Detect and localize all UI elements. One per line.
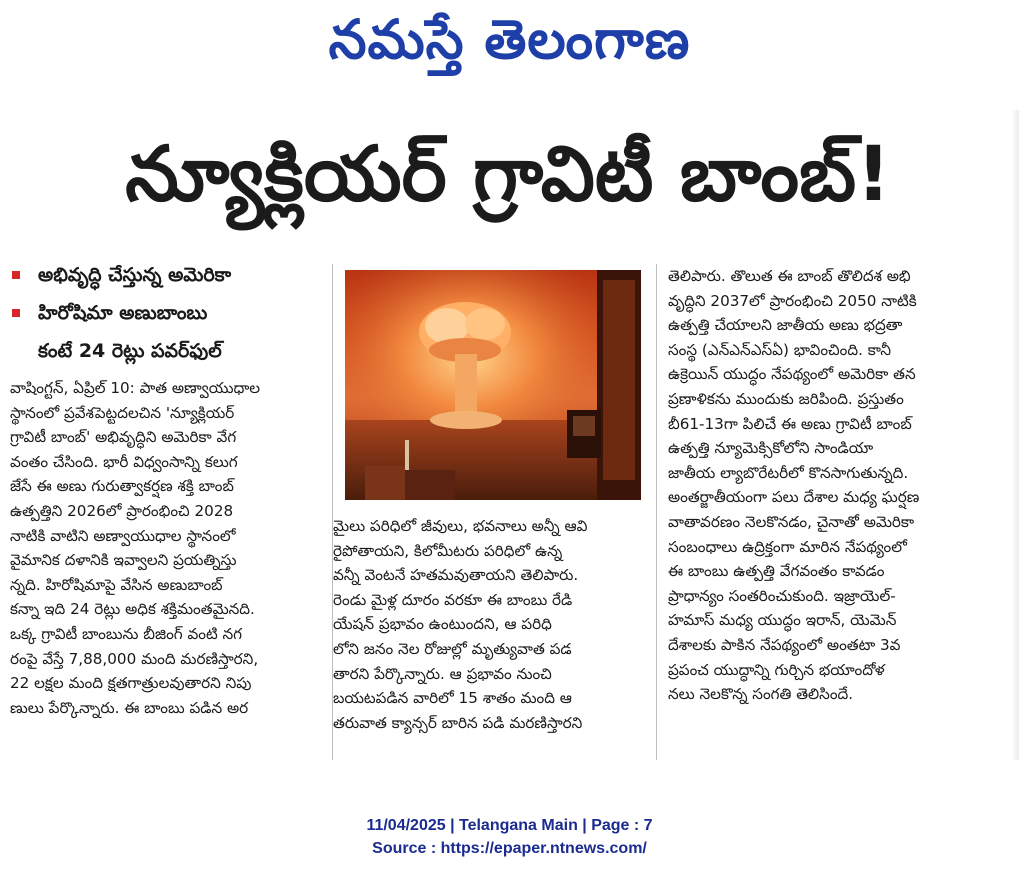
article-line: 22 లక్షల మంది క్షతగాత్రులవుతారని నిపు [10, 674, 252, 693]
article-line: బయటపడిన వారిలో 15 శాతం మంది ఆ [333, 689, 572, 708]
article-line: దేశాలకు పాకిన నేపథ్యంలో అంతటా 3వ [668, 635, 901, 654]
column-divider [656, 264, 657, 760]
article-line: వాషింగ్టన్, ఏప్రిల్ 10: పాత అణ్వాయుధాల [10, 379, 261, 397]
article-line: ఒక్క గ్రావిటీ బాంబును బీజింగ్ వంటి నగ [10, 624, 243, 643]
article-line: యేషన్ ప్రభావం ఉంటుందని, ఆ పరిధి [333, 615, 552, 634]
article-line: తెలిపారు. తొలుత ఈ బాంబ్ తొలిదశ అభి [668, 267, 911, 285]
bullet-text: అభివృద్ధి చేస్తున్న అమెరికా [38, 264, 232, 286]
footer-date-edition: 11/04/2025 | Telangana Main | Page : 7 [366, 817, 653, 834]
article-line: రైపోతాయని, కిలోమీటరు పరిధిలో ఉన్న [333, 541, 563, 560]
article-line: జేసే ఈ అణు గురుత్వాకర్షణ శక్తి బాంబ్ [10, 477, 234, 496]
article-line: ప్రాధాన్యం సంతరించుకుంది. ఇజ్రాయెల్- [668, 586, 896, 605]
article-line: లోని జనం నెల రోజుల్లో మృత్యువాత పడ [333, 639, 572, 658]
article-line: నాటికి వాటిని అణ్వాయుధాల స్థానంలో [10, 526, 236, 545]
article-line: వృద్ధిని 2037లో ప్రారంభించి 2050 నాటికి [668, 291, 917, 310]
article-line: ఉత్పత్తి చేయాలని జాతీయ అణు భద్రతా [668, 316, 903, 335]
article-line: ఉత్పత్తిని 2026లో ప్రారంభించి 2028 [10, 501, 234, 520]
article-line: నలు నెలకొన్న సంగతి తెలిసిందే. [668, 685, 854, 704]
bullet-item [10, 256, 330, 294]
article-line: రెండు మైళ్ల దూరం వరకూ ఈ బాంబు రేడి [333, 590, 573, 609]
article-column-1 [10, 376, 332, 720]
article-line: గ్రావిటీ బాంబ్' అభివృద్ధిని అమెరికా వేగ [10, 428, 237, 447]
article-line: హమాస్ మధ్య యుద్ధం ఇరాన్, యెమెన్ [668, 611, 897, 630]
article-line: తారని పేర్కొన్నారు. ఆ ప్రభావం నుంచి [333, 664, 552, 683]
article-line: వాతావరణం నెలకొనడం, చైనాతో అమెరికా [668, 512, 915, 531]
article-line: వంతం చేసింది. భారీ విధ్వంసాన్ని కలుగ [10, 452, 238, 471]
article-line: బీ61-13గా పిలిచే ఈ అణు గ్రావిటీ బాంబ్ [668, 414, 912, 433]
article-line: స్థానంలో ప్రవేశపెట్టదలచిన 'న్యూక్లియర్ [10, 403, 235, 422]
bullet-text: హిరోషిమా అణుబాంబు [38, 302, 208, 324]
bullet-continuation: కంటే 24 రెట్లు పవర్‌ఫుల్ [38, 340, 222, 362]
subheadline-bullets [10, 256, 330, 370]
footer-info [0, 814, 1019, 860]
bullet-square-icon [12, 309, 20, 317]
bullet-square-icon [12, 271, 20, 279]
article-line: అంతర్జాతీయంగా పలు దేశాల మధ్య ఘర్షణ [668, 488, 920, 507]
article-line: జాతీయ ల్యాబొరేటరీలో కొనసాగుతున్నది. [668, 463, 909, 482]
article-line: వైమానిక దళానికి ఇవ్వాలని ప్రయత్నిస్తు [10, 551, 237, 570]
article-line: రంపై వేస్తే 7,88,000 మంది మరణిస్తారని, [10, 649, 259, 668]
article-line: ఉక్రెయిన్ యుద్ధం నేపథ్యంలో అమెరికా తన [668, 365, 916, 384]
article-column-3 [668, 264, 998, 707]
article-column-2 [333, 514, 651, 735]
article-line: ప్రణాళికను ముందుకు జరిపింది. ప్రస్తుతం [668, 389, 904, 408]
article-line: సంబంధాలు ఉద్రిక్తంగా మారిన నేపథ్యంలో [668, 537, 907, 556]
page-edge-shadow [1011, 110, 1019, 760]
article-line: తరువాత క్యాన్సర్ బారిన పడి మరణిస్తారని [333, 713, 583, 732]
article-line: ణులు పేర్కొన్నారు. ఈ బాంబు పడిన అర [10, 698, 249, 717]
mushroom-cloud-photo [345, 270, 641, 500]
article-line: వన్నీ వెంటనే హతమవుతాయని తెలిపారు. [333, 566, 579, 585]
bullet-item [10, 294, 330, 332]
article-line: ప్రపంచ యుద్ధాన్ని గుర్చిన భయాందోళ [668, 660, 885, 679]
headline: న్యూక్లియర్ గ్రావిటీ బాంబ్! [125, 129, 891, 218]
masthead-title: నమస్తే తెలంగాణ [328, 8, 691, 71]
article-line: మైలు పరిధిలో జీవులు, భవనాలు అన్నీ ఆవి [333, 517, 588, 535]
article-line: సంస్థ (ఎన్ఎన్ఎస్ఏ) భావించింది. కానీ [668, 340, 892, 359]
mushroom-cloud-illustration [345, 270, 641, 500]
article-line: ఈ బాంబు ఉత్పత్తి వేగవంతం కావడం [668, 562, 885, 581]
footer-source-link[interactable]: Source : https://epaper.ntnews.com/ [372, 840, 647, 857]
article-line: కన్నా ఇది 24 రెట్లు అధిక శక్తిమంతమైనది. [10, 600, 255, 619]
article-line: న్నది. హిరోషిమాపై వేసిన అణుబాంబ్ [10, 575, 223, 594]
article-line: ఉత్పత్తి న్యూమెక్సికోలోని సాండియా [668, 439, 874, 458]
